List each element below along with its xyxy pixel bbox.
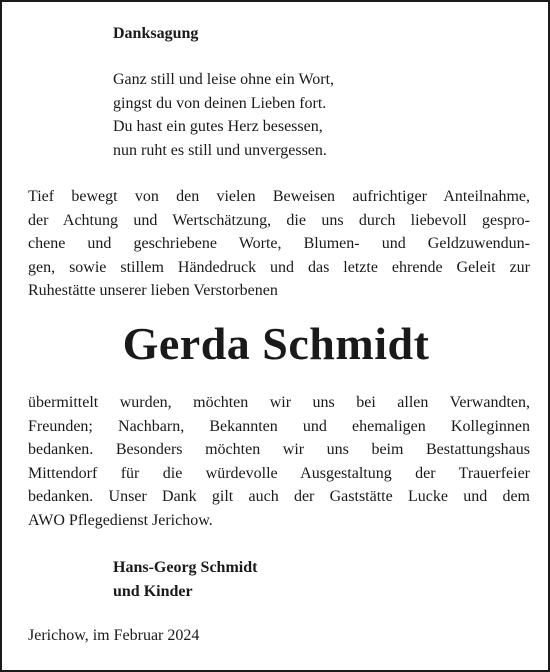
- poem-line: gingst du von deinen Lieben fort.: [113, 94, 327, 112]
- thanks-paragraph-intro: [28, 185, 530, 303]
- paragraph-line: AWO Pflegedienst Jerichow.: [28, 511, 213, 529]
- signature-line: und Kinder: [113, 582, 193, 600]
- signature-block: [113, 556, 257, 603]
- paragraph-line: der Achtung und Wertschätzung, die uns durch liebevoll gespro-: [28, 211, 530, 229]
- paragraph-line: Freunden; Nachbarn, Bekannten und ehemaligen Kolleginnen: [28, 417, 530, 435]
- poem-line: Ganz still und leise ohne ein Wort,: [113, 71, 335, 88]
- paragraph-line: Mittendorf für die würdevolle Ausgestaltung der Trauerfeier: [28, 464, 530, 482]
- paragraph-line: übermittelt wurden, möchten wir uns bei allen Verwandten,: [28, 394, 530, 411]
- thanks-paragraph-main: [28, 391, 530, 532]
- paragraph-line: gen, sowie stillem Händedruck und das letzte ehrende Geleit zur: [28, 258, 530, 276]
- notice-heading: Danksagung: [113, 25, 199, 42]
- signature-line: Hans-Georg Schmidt: [113, 559, 258, 576]
- place-date: Jerichow, im Februar 2024: [28, 627, 200, 644]
- poem-line: nun ruht es still und unvergessen.: [113, 141, 327, 159]
- paragraph-line: Tief bewegt von den vielen Beweisen aufrichtiger Anteilnahme,: [28, 188, 530, 205]
- poem-block: [113, 68, 334, 162]
- paragraph-line: Ruhestätte unserer lieben Verstorbenen: [28, 282, 278, 299]
- paragraph-line: chene und geschriebene Worte, Blumen- und Geldzuwendun-: [28, 235, 530, 252]
- paragraph-line: bedanken. Besonders möchten wir uns beim Bestattungshaus: [28, 441, 530, 458]
- poem-line: Du hast ein gutes Herz besessen,: [113, 118, 323, 135]
- paragraph-line: bedanken. Unser Dank gilt auch der Gaststätte Lucke und dem: [28, 488, 530, 505]
- deceased-name: Gerda Schmidt: [122, 318, 430, 369]
